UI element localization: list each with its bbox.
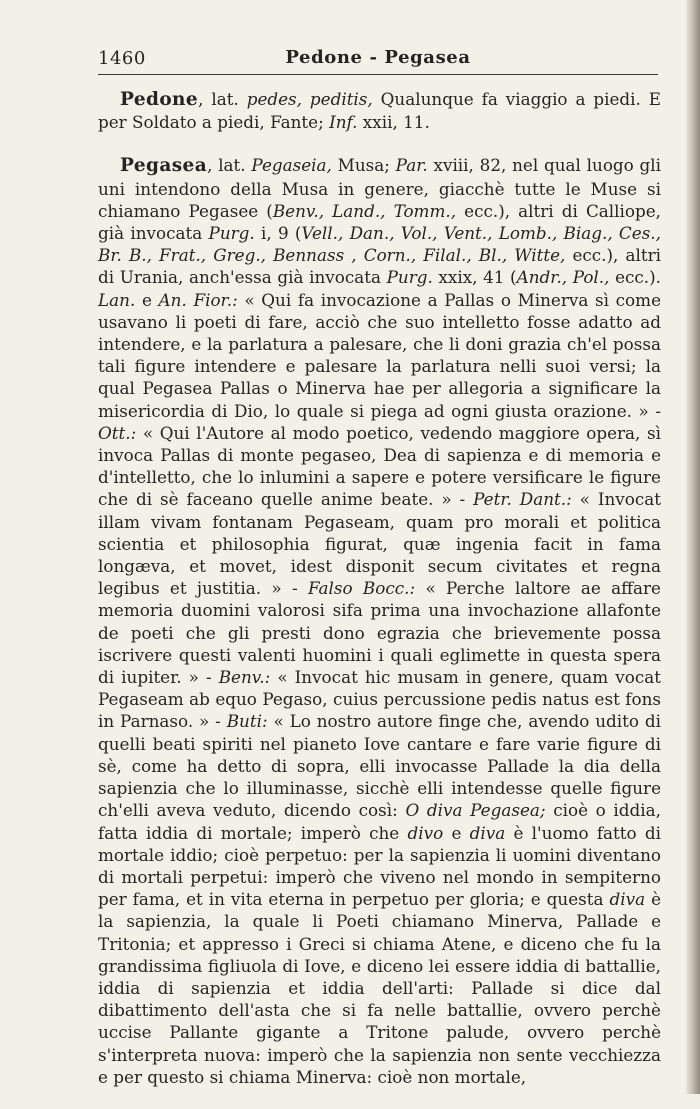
italic-run: diva — [469, 822, 506, 843]
text-run: « Lo nostro autore finge che, avendo udito di quelli beati spiriti nel pianeto Iove cantare e fare varie figure di sè, come ha detto di sopra, elli invocasse Pallade la dia della sapienzia che lo illuminasse, sicchè elli intendesse quelle figure ch'elli aveva veduto, dicendo così: — [98, 711, 661, 821]
italic-run: An. Fior.: — [158, 289, 238, 310]
text-run: ecc.). — [609, 267, 662, 288]
italic-run: pedes, peditis, — [246, 89, 373, 109]
italic-run: Ott.: — [98, 422, 137, 443]
italic-run: Petr. Dant.: — [473, 489, 572, 510]
italic-run: Purg. — [208, 223, 255, 244]
italic-run: Purg. — [386, 267, 433, 288]
text-run: « Invocat illam vivam fontanam Pegaseam, quam pro morali et politica scientia et philosophia figurat, quæ ingenia facit in fama longæva, et movet, idest disponit secum civitates et regna legibus et justitia. » - — [98, 489, 661, 599]
text-run: cioè o iddia, fatta iddia di mortale; imperò che — [98, 800, 661, 843]
italic-run: Vell., Dan., Vol., Vent., Lomb., Biag., Ces., Br. B., Frat., Greg., Bennass , Corn., Filal., Bl., Witte, — [98, 223, 661, 266]
text-run: xxix, 41 ( — [432, 267, 517, 288]
italic-run: diva — [609, 889, 646, 910]
running-header — [98, 46, 658, 75]
text-run: xviii, 82, nel qual luogo gli uni intendono della Musa in genere, giacchè tutte le Muse si chiamano Pegasee ( — [98, 155, 662, 221]
italic-run: Benv., Land., Tomm., — [272, 200, 457, 221]
italic-run: Par. — [395, 155, 428, 176]
text-run: è l'uomo fatto di mortale iddio; cioè perpetuo: per la sapienzia li uomini diventano di mortali perpetui: imperò che viveno nel mondo in sempiterno per fama, et in vita eterna in perpetuo per gloria; e questa — [98, 822, 661, 910]
text-run: xxii, 11. — [357, 112, 430, 133]
text-run: « Perche laltore ae affare memoria duomini valorosi sifa prima una invochazione allafonte de poeti che gli presti dono egrazia che brievemente possa iscrivere questi valenti huomini i quali eglimette in questa spera di iupiter. » - — [98, 578, 661, 688]
text-run: Musa; — [331, 155, 396, 176]
headword: Pegasea — [120, 155, 208, 177]
text-run: ecc.), altri di Urania, anch'essa già invocata — [98, 245, 661, 288]
italic-run: Inf. — [329, 112, 358, 133]
running-title: Pedone - Pegasea — [285, 47, 471, 68]
italic-run: Falso Bocc.: — [307, 578, 416, 599]
text-run: « Qui l'Autore al modo poetico, vedendo maggiore opera, sì invoca Pallas di monte pegaseo, Dea di sapienza e di memoria e d'intelletto, che lo inlumini a sapere e potere versificare le figure che di sè faceano quelle anime beate. » - — [98, 422, 661, 510]
text-run: « Qui fa invocazione a Pallas o Minerva sì come usavano li poeti di fare, acciò che suo intelletto fosse adatto ad intendere, e la parlatura a palesare, che li doni grazia ch'el possa tali figure intendere e palesare la parlatura nelli suoi versi; la qual Pegasea Pallas o Minerva hae per allegoria a significare la misericordia di Dio, lo quale si piega ad ogni giusta orazione. » - — [98, 289, 661, 421]
italic-run: Buti: — [226, 711, 268, 732]
entry-text — [98, 155, 661, 1086]
text-run: « Invocat hic musam in genere, quam vocat Pegaseam ab equo Pegaso, cuius percussione pedis natus est fons in Parnaso. » - — [98, 667, 661, 732]
italic-run: O diva Pegasea; — [405, 800, 546, 821]
headword: Pedone — [120, 89, 199, 110]
italic-run: Pegaseia, — [251, 155, 332, 176]
entry-pedone — [98, 88, 661, 133]
page-edge — [686, 0, 700, 1094]
text-run: i, 9 ( — [254, 223, 302, 244]
text-run: , lat. — [198, 89, 247, 109]
italic-run: Benv.: — [218, 667, 271, 688]
page-number: 1460 — [98, 48, 146, 69]
italic-run: Lan. — [98, 289, 136, 310]
italic-run: Andr., Pol., — [516, 267, 610, 288]
dictionary-body — [98, 88, 661, 1109]
text-run: e — [135, 289, 159, 310]
text-run: , lat. — [207, 155, 252, 176]
entry-pegasea — [98, 154, 661, 1088]
italic-run: divo — [407, 822, 444, 843]
text-run: ecc.), altri di Calliope, già invocata — [98, 200, 661, 244]
text-run: Qualunque fa viaggio a piedi. E per Soldato a piedi, Fante; — [98, 89, 661, 133]
text-run: e — [443, 822, 470, 843]
text-run: è la sapienzia, la quale li Poeti chiamano Minerva, Pallade e Tritonia; et appresso i Greci si chiama Atene, e diceno che fu la grandissima figliuola di Iove, e diceno lei essere iddia di battallie, iddia di sapienzia et iddia dell'arti: Pallade si dice dal dibattimento dell'asta che si fa nelle battallie, ovvero perchè uccise Pallante gigante a Tritone palude, ovvero perchè s'interpreta nuova: imperò che la sapienzia non sente vecchiezza e per questo si chiama Minerva: cioè non mortale, — [98, 889, 661, 1087]
